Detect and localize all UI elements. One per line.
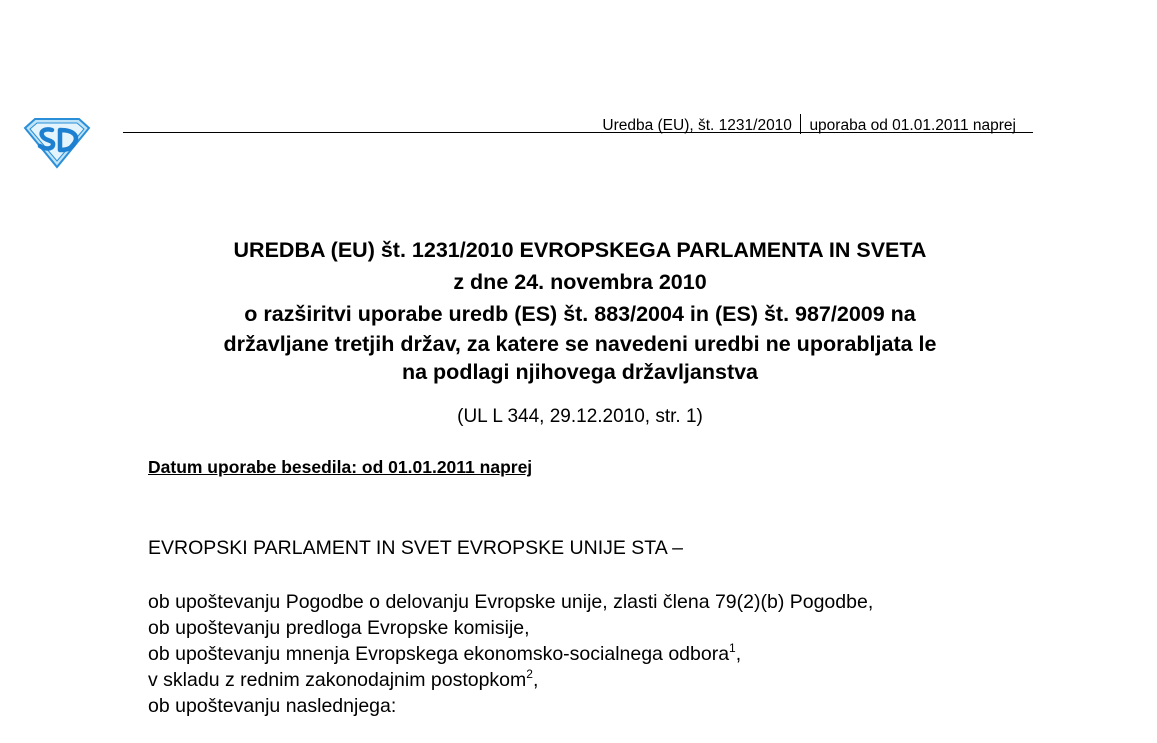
preamble: EVROPSKI PARLAMENT IN SVET EVROPSKE UNIJE STA – [148,537,683,559]
recital-text: ob upoštevanju Pogodbe o delovanju Evropske unije, zlasti člena 79(2)(b) Pogodbe, [148,591,874,613]
recital-line [148,589,873,615]
footnote-marker[interactable]: 2 [526,667,533,681]
recital-line [148,641,873,667]
document-title [80,234,1080,386]
footnote-marker[interactable]: 1 [729,641,736,655]
title-line-4: državljane tretjih držav, za katere se navedeni uredbi ne uporabljata le [223,332,937,356]
recital-text: v skladu z rednim zakonodajnim postopkom [148,669,527,691]
recital-text: ob upoštevanju predloga Evropske komisije, [148,617,530,639]
date-of-application: Datum uporabe besedila: od 01.01.2011 naprej [148,457,533,477]
recital-line [148,615,873,641]
official-journal-reference: (UL L 344, 29.12.2010, str. 1) [457,406,703,427]
title-line-3: o razširitvi uporabe uredb (ES) št. 883/2004 in (ES) št. 987/2009 na [244,302,916,326]
title-line-1: UREDBA (EU) št. 1231/2010 EVROPSKEGA PARLAMENTA IN SVETA [233,238,927,262]
header-regulation: Uredba (EU), št. 1231/2010 [602,117,792,134]
recital-text: ob upoštevanju naslednjega: [148,695,397,717]
recitals [148,589,873,719]
title-line-2: z dne 24. novembra 2010 [453,270,707,294]
recital-line [148,667,873,693]
recital-text: ob upoštevanju mnenja Evropskega ekonomsko-socialnega odbora [148,643,730,665]
recital-suffix: , [735,643,742,665]
header-separator [800,114,802,134]
sd-logo-icon [22,116,92,170]
recital-suffix: , [532,669,539,691]
title-line-5: na podlagi njihovega državljanstva [401,360,759,384]
header-applicability: uporaba od 01.01.2011 naprej [809,117,1016,134]
header-rule [123,132,1033,133]
recital-line [148,693,873,719]
